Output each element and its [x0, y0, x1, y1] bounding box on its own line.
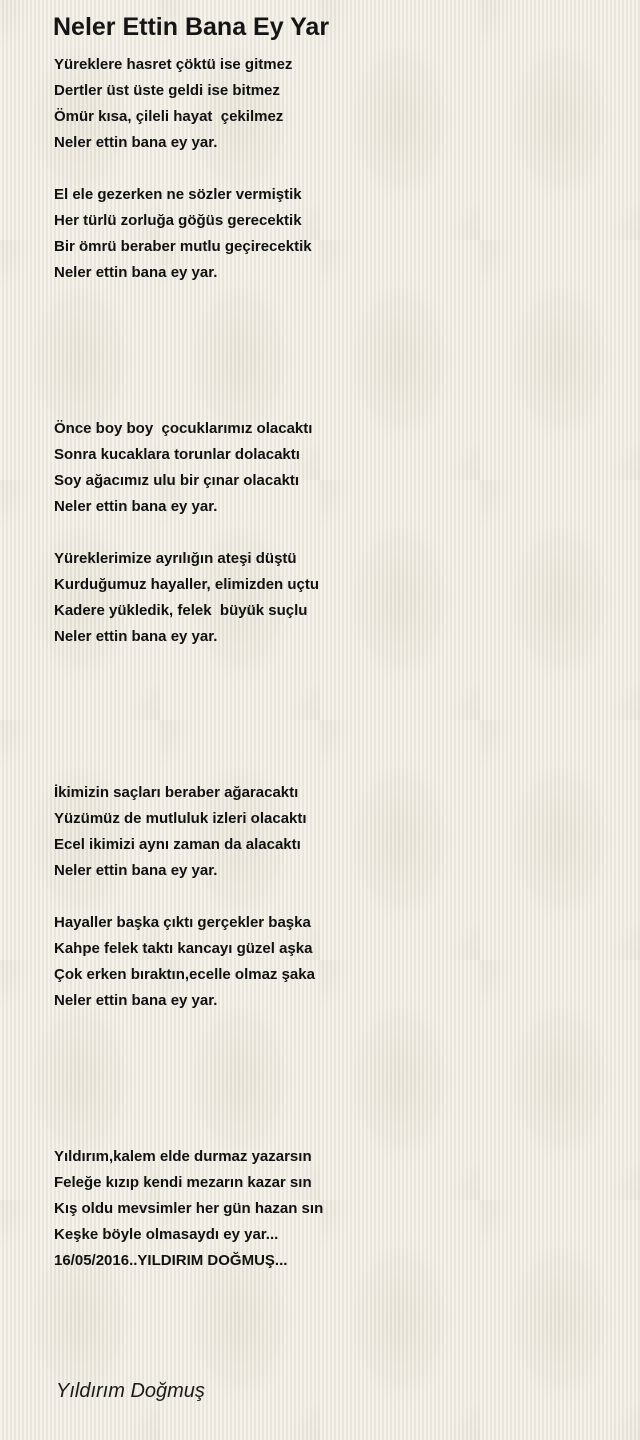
poem-line: Soy ağacımız ulu bir çınar olacaktı — [54, 472, 300, 489]
stanza-break — [54, 156, 614, 182]
poem-line: Her türlü zorluğa göğüs gerecektik — [54, 212, 302, 229]
poem-line: İkimizin saçları beraber ağaracaktı — [54, 784, 299, 801]
stanza-6 — [54, 910, 614, 1014]
poem-refrain: Neler ettin bana ey yar. — [54, 862, 218, 879]
stanza-2 — [54, 182, 614, 286]
poem-title: Neler Ettin Bana Ey Yar — [53, 13, 330, 41]
poem-line: Ecel ikimizi aynı zaman da alacaktı — [54, 836, 301, 853]
poem-line: Hayaller başka çıktı gerçekler başka — [54, 914, 311, 931]
stanza-5 — [54, 780, 614, 884]
poem-refrain: Neler ettin bana ey yar. — [54, 992, 218, 1009]
poem-line: Kış oldu mevsimler her gün hazan sın — [54, 1200, 324, 1217]
poem-line: Feleğe kızıp kendi mezarın kazar sın — [54, 1174, 312, 1191]
section-break — [54, 1014, 614, 1144]
poem-line: Yüzümüz de mutluluk izleri olacaktı — [54, 810, 307, 827]
stanza-4 — [54, 546, 614, 650]
stanza-break — [54, 520, 614, 546]
poem-refrain: Neler ettin bana ey yar. — [54, 498, 218, 515]
poem-line: El ele gezerken ne sözler vermiştik — [54, 186, 302, 203]
poem-refrain: Neler ettin bana ey yar. — [54, 134, 218, 151]
stanza-3 — [54, 416, 614, 520]
poem-line: Önce boy boy çocuklarımız olacaktı — [54, 420, 313, 437]
poem-line: Kadere yükledik, felek büyük suçlu — [54, 602, 308, 619]
poem-line: Yıldırım,kalem elde durmaz yazarsın — [54, 1148, 312, 1165]
poem-line: Kahpe felek taktı kancayı güzel aşka — [54, 940, 313, 957]
section-break — [54, 286, 614, 416]
author-name: Yıldırım Doğmuş — [56, 1380, 205, 1402]
poem-line: Bir ömrü beraber mutlu geçirecektik — [54, 238, 312, 255]
poem-line: Keşke böyle olmasaydı ey yar... — [54, 1226, 279, 1243]
poem-line: Ömür kısa, çileli hayat çekilmez — [54, 108, 284, 125]
poem-refrain: Neler ettin bana ey yar. — [54, 264, 218, 281]
stanza-break — [54, 884, 614, 910]
poem-line: Yüreklerimize ayrılığın ateşi düştü — [54, 550, 297, 567]
poem-refrain: Neler ettin bana ey yar. — [54, 628, 218, 645]
poem-line: Yüreklere hasret çöktü ise gitmez — [54, 56, 293, 73]
stanza-7 — [54, 1144, 614, 1274]
poem-line: Sonra kucaklara torunlar dolacaktı — [54, 446, 300, 463]
poem-line: Çok erken bıraktın,ecelle olmaz şaka — [54, 966, 315, 983]
poem-line: Kurduğumuz hayaller, elimizden uçtu — [54, 576, 320, 593]
poem-signature-line: 16/05/2016..YILDIRIM DOĞMUŞ... — [54, 1252, 288, 1269]
stanza-1 — [54, 52, 614, 156]
section-break — [54, 650, 614, 780]
poem-body — [54, 52, 614, 1274]
poem-line: Dertler üst üste geldi ise bitmez — [54, 82, 280, 99]
